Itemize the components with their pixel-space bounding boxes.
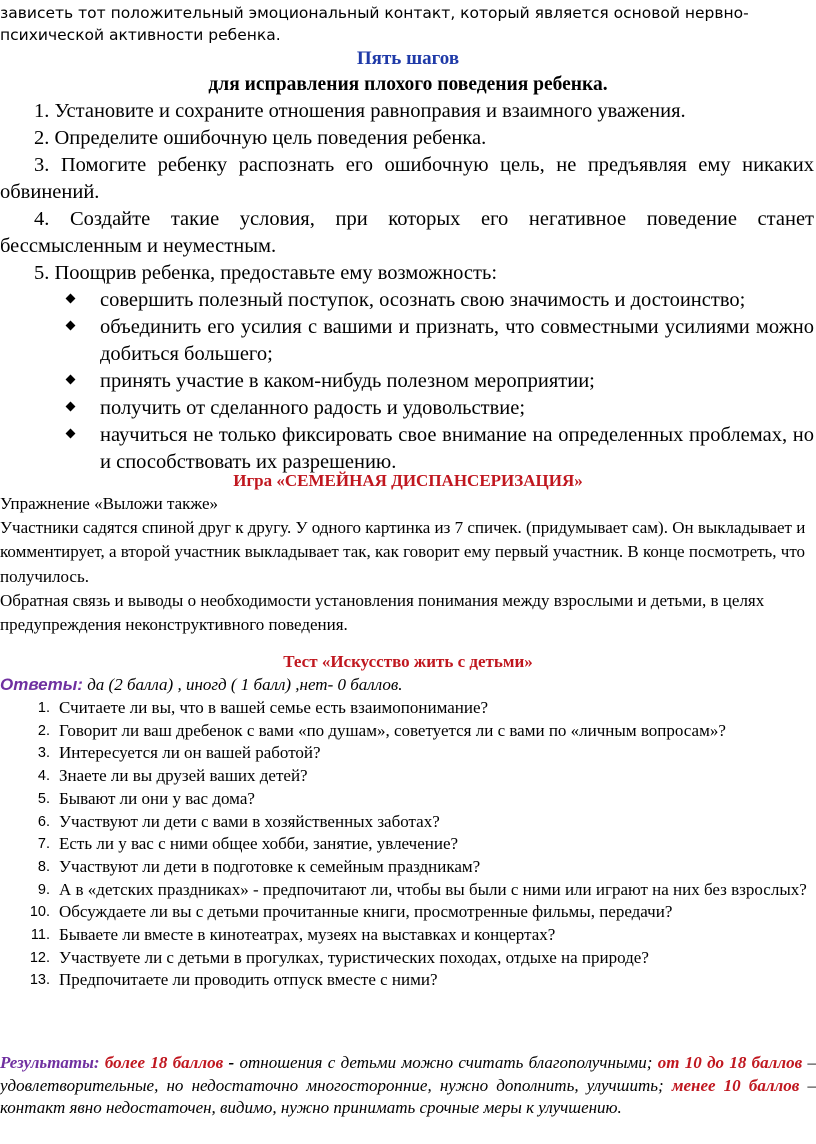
question-number: 4. [37,768,50,785]
diamond-bullet-icon [66,429,76,439]
game-exercise: Упражнение «Выложи также» [0,494,218,513]
bullet-item [0,314,814,368]
step-2: 2. Определите ошибочную цель поведения ребенка. [34,127,487,149]
question-number: 12. [29,949,50,966]
game-feedback: Обратная связь и выводы о необходимости установления понимания между взрослыми и детьми, в целях предупреждения неконструктивного поведения. [0,590,765,635]
question-text: Участвуют ли дети в подготовке к семейным праздникам? [59,856,481,876]
results-mid-range: от 10 до 18 баллов [652,1053,803,1072]
bullet-item [0,395,814,422]
bullet-item [0,422,814,476]
test-questions [0,697,814,992]
question-number: 13. [29,972,50,989]
game-section [0,492,814,637]
intro-paragraph [0,2,812,46]
results-low-range: менее 10 баллов [663,1075,800,1095]
bullet-item [0,368,814,395]
question-number: 10. [29,904,50,921]
question-item [0,788,814,811]
steps-title: Пять шагов [356,48,460,69]
bullet-text: получить от сделанного радость и удовольствие; [100,397,526,419]
bullet-text: научиться не только фиксировать свое внимание на определенных проблемах, но и способствовать их разрешению. [100,424,814,473]
question-number: 6. [37,813,50,830]
results-mid-text: – удовлетворительные, но недостаточно многосторонние, нужно дополнить, улучшить; [0,1053,816,1095]
question-text: А в «детских праздниках» - предпочитают ли, чтобы вы были с ними или играют на них без взрослых? [59,879,807,899]
question-item [0,856,814,879]
bullet-text: принять участие в каком-нибудь полезном мероприятии; [100,370,595,392]
question-number: 9. [37,881,50,898]
question-number: 5. [37,790,50,807]
results-high-range: более 18 баллов [99,1053,224,1072]
question-text: Бываете ли вместе в кинотеатрах, музеях на выставках и концертах? [59,925,556,945]
question-number: 7. [37,836,50,853]
question-item [0,697,814,720]
question-item [0,924,814,947]
question-text: Бывают ли они у вас дома? [59,788,255,808]
steps-list [0,98,814,476]
question-text: Участвуют ли дети с вами в хозяйственных заботах? [59,811,440,831]
question-text: Считаете ли вы, что в вашей семье есть взаимопонимание? [59,698,489,717]
test-title: Тест «Искусство жить с детьми» [283,652,533,671]
step-5: 5. Поощрив ребенка, предоставьте ему возможность: [34,262,498,284]
question-item [0,969,814,992]
answers-label: Ответы: [0,675,83,694]
question-number: 3. [37,745,50,762]
question-text: Знаете ли вы друзей ваших детей? [59,766,308,786]
results-high-text: отношения с детьми можно считать благополучными; [234,1053,653,1072]
question-item [0,811,814,834]
question-item [0,765,814,788]
diamond-bullet-icon [66,375,76,385]
bullet-text: объединить его усилия с вашими и признать, что совместными усилиями можно добиться большего; [100,316,814,365]
question-item [0,742,814,765]
bullet-item [0,287,814,314]
diamond-bullet-icon [66,402,76,412]
intro-line-1: зависеть тот положительный эмоциональный контакт, который является основой нервно- [0,4,749,22]
question-number: 8. [37,858,50,875]
step-1: 1. Установите и сохраните отношения равноправия и взаимного уважения. [34,100,686,122]
intro-line-2: психической активности ребенка. [0,26,281,44]
step-5-bullets [0,287,814,476]
question-item [0,947,814,970]
step-3: 3. Помогите ребенку распознать его ошибочную цель, не предъявляя ему никаких обвинений. [0,154,814,203]
results-low-text: – контакт явно недостаточен, видимо, нужно принимать срочные меры к улучшению. [0,1075,816,1117]
results-label: Результаты: [0,1053,100,1072]
bullet-text: совершить полезный поступок, осознать свою значимость и достоинство; [100,289,746,311]
game-description: Участники садятся спиной друг к другу. У одного картинка из 7 спичек. (придумывает сам). Он выкладывает и комментирует, а второй участник выкладывает так, как говорит ему первый участник. В конце посмотреть, что получилось. [0,518,806,586]
answers-line [0,674,814,696]
diamond-bullet-icon [66,321,76,331]
step-4: 4. Создайте такие условия, при которых его негативное поведение станет бессмысленным и неуместным. [0,208,814,257]
question-text: Предпочитаете ли проводить отпуск вместе с ними? [59,970,438,990]
answers-text: да (2 балла) , иногд ( 1 балл) ,нет- 0 баллов. [82,675,403,694]
question-number: 11. [30,927,50,944]
question-text: Обсуждаете ли вы с детьми прочитанные книги, просмотренные фильмы, передачи? [59,902,673,922]
question-item [0,720,814,743]
question-item [0,879,814,902]
question-item [0,833,814,856]
question-number: 1. [37,700,50,716]
diamond-bullet-icon [66,294,76,304]
question-text: Говорит ли ваш дребенок с вами «по душам», советуется ли с вами по «личным вопросам»? [59,720,726,740]
steps-subtitle: для исправления плохого поведения ребенка. [208,74,608,95]
results-high-dash: - [223,1053,235,1072]
game-title: Игра «СЕМЕЙНАЯ ДИСПАНСЕРИЗАЦИЯ» [233,471,583,490]
question-item [0,901,814,924]
question-number: 2. [37,722,50,739]
question-text: Участвуете ли с детьми в прогулках, туристических походах, отдыхе на природе? [59,947,649,967]
question-text: Интересуется ли он вашей работой? [59,743,321,763]
results-paragraph [0,1052,816,1120]
question-text: Есть ли у вас с ними общее хобби, занятие, увлечение? [59,834,459,854]
